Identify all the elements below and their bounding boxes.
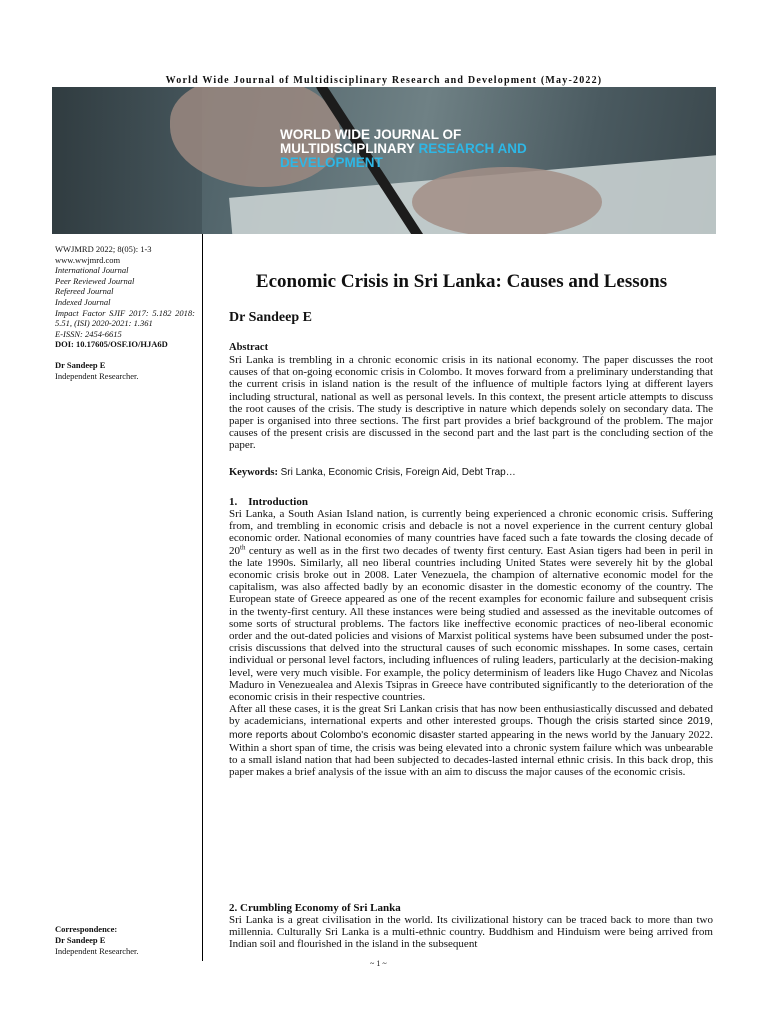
banner-title [280, 128, 527, 170]
sidebar-metadata [55, 244, 195, 381]
website: www.wwjmrd.com [55, 254, 121, 265]
doi: DOI: 10.17605/OSF.IO/HJA6D [55, 339, 168, 350]
paper-title: Economic Crisis in Sri Lanka: Causes and Lessons [255, 271, 668, 292]
journal-type-4: Indexed Journal [55, 296, 111, 307]
keywords-label: Keywords: [229, 467, 278, 478]
correspondence [55, 924, 195, 957]
journal-type-1: International Journal [55, 265, 129, 276]
intro-p1-a: Sri Lanka, a South Asian Island nation, is currently being experienced a chronic economic crisis. Suffering from, and trembling in economic crisis and debacle is not a novel experience in the current century global economic order. National economies of many countries have faced such a fate towards the closing decade of 20 [229, 508, 713, 557]
sidebar-affiliation: Independent Researcher. [55, 370, 139, 381]
banner-hand-shape-right [412, 167, 602, 234]
banner-line-3: DEVELOPMENT [280, 155, 383, 170]
journal-banner [52, 87, 716, 234]
correspondence-label: Correspondence: [55, 924, 118, 934]
intro-p1-b: century as well as in the first two decades of twenty first century. East Asian tigers had been in peril in the late 1990s. Similarly, all neo liberal countries including United States were severely hit by the global economic crisis broke out in 2008. Later Venezuela, the champion of alternative economic model for the capitalism, was also affected badly by an economic disaster in the domestic economy of the country. The European state of Greece appeared as one of the recent examples for economic failure and subsequent crisis in the twenty-first century. All these instances were being studied and assessed as the inevitable outcomes of some sorts of structural problems. The factors like ineffective economic practices of neo-liberal economic order and the out-dated policies and visions of Marxist political systems have been subsumed under the post-crisis discussions that delved into the structural causes of such economic misshapes. In some cases, certain individual or personal level factors, including influences of ruling leaders, particularly at the decision-making level, were very much visible. For example, the policy determinism of leaders like Hugo Chavez and Nicolas Maduro in Venezuealea and Alexis Tsipras in Greece have contributed significantly to the deterioration of the economic crisis in their respective countries. [229, 544, 713, 704]
keywords [229, 467, 713, 478]
running-head: World Wide Journal of Multidisciplinary Research and Development (May-2022) [165, 75, 603, 86]
banner-line-2a: MULTIDISCIPLINARY [280, 141, 419, 156]
section2-heading: 2. Crumbling Economy of Sri Lanka [229, 902, 401, 914]
banner-line-2 [280, 142, 527, 156]
abstract-heading: Abstract [229, 342, 269, 353]
page-number: ~ 1 ~ [370, 959, 387, 968]
intro-p2-b: started appearing in the news world by the January 2022. Within a short span of time, the crisis was being elevated into a chronic system failure which was unbearable to a small island nation that had been subjected to decades-lasted internal ethnic crisis. In this back drop, this paper makes a brief analysis of the issue with an aim to discuss the major causes of the economic crisis. [229, 728, 713, 779]
intro-paragraph-2 [229, 703, 713, 778]
intro-p1-sup: th [240, 542, 246, 551]
correspondence-affiliation: Independent Researcher. [55, 946, 139, 956]
column-divider [202, 234, 203, 961]
journal-type-2: Peer Reviewed Journal [55, 275, 135, 286]
keywords-value: Sri Lanka, Economic Crisis, Foreign Aid, Debt Trap… [280, 467, 516, 478]
journal-type-3: Refereed Journal [55, 286, 114, 297]
impact-factor: Impact Factor SJIF 2017: 5.182 2018: 5.51, (ISI) 2020-2021: 1.361 [55, 307, 195, 329]
citation: WWJMRD 2022; 8(05): 1-3 [55, 244, 152, 254]
intro-p2-sans: Though the crisis started since 2019, more reports about Colombo's economic disaster [229, 716, 713, 741]
introduction-text [229, 508, 713, 778]
paper-author: Dr Sandeep E [229, 310, 312, 325]
introduction-heading: 1. Introduction [229, 496, 308, 508]
eissn: E-ISSN: 2454-6615 [55, 328, 122, 339]
sidebar-author: Dr Sandeep E [55, 359, 106, 370]
abstract-text: Sri Lanka is trembling in a chronic economic crisis in its national economy. The paper discusses the root causes of that on-going economic crisis in Colombo. It moves forward from a preliminary understanding that the current crisis in island nation is the result of the influence of multiple factors lying at different layers including structural, national as well as personal levels. In this context, the present article attempts to discuss the root causes of the crisis. The study is descriptive in nature which depends solely on secondary data. The paper is organised into three sections. The first part provides a brief background of the problem. The major causes of the present crisis are discussed in the second part and the last part is the concluding section of the paper. [229, 354, 713, 452]
banner-line-2b: RESEARCH AND [418, 141, 527, 156]
intro-paragraph-1 [229, 508, 713, 703]
banner-line-1: WORLD WIDE JOURNAL OF [280, 127, 462, 142]
section2-text: Sri Lanka is a great civilisation in the world. Its civilizational history can be traced back to more than two millennia. Culturally Sri Lanka is a multi-ethnic country. Buddhism and Hinduism were being arrived from Indian soil and flourished in the island in the subsequent [229, 914, 713, 951]
intro-p2-a: After all these cases, it is the great Sri Lankan crisis that has now been enthusiastically discussed and debated by academicians, international experts and other interested groups. [229, 703, 713, 728]
correspondence-author: Dr Sandeep E [55, 935, 106, 945]
